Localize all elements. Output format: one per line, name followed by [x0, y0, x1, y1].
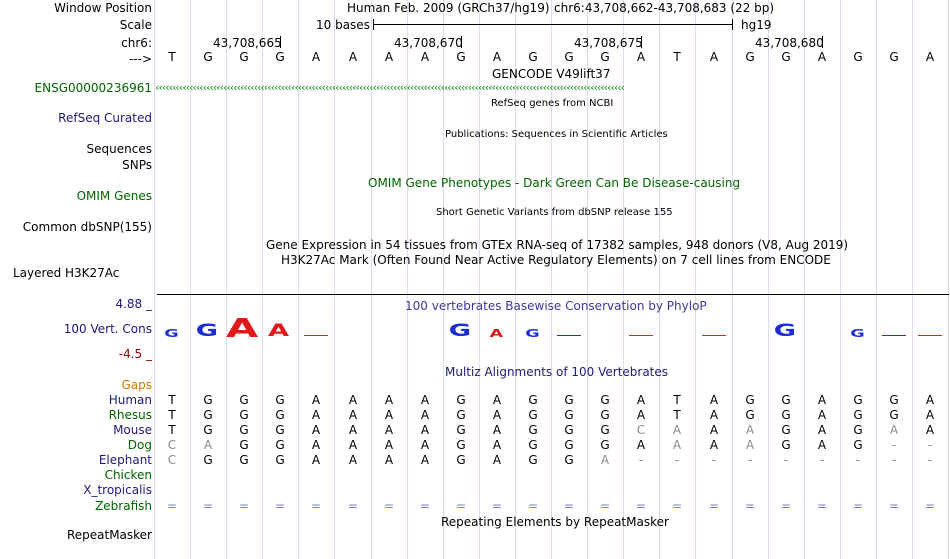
- reference-base: A: [636, 50, 646, 64]
- aligned-base: G: [456, 453, 466, 467]
- aligned-base: A: [817, 393, 827, 407]
- aligned-base: G: [853, 423, 863, 437]
- aligned-base: A: [817, 408, 827, 422]
- aligned-base: A: [492, 438, 502, 452]
- conservation-track-title: 100 vertebrates Basewise Conservation by PhyloP: [405, 299, 707, 313]
- refseq-track-title: RefSeq genes from NCBI: [491, 98, 614, 109]
- conservation-dash: [918, 335, 942, 336]
- aligned-base: =: [202, 499, 214, 513]
- omim-track-title: OMIM Gene Phenotypes - Dark Green Can Be Disease-causing: [368, 176, 741, 190]
- conservation-logo-letter: G: [164, 327, 179, 341]
- aligned-base: A: [925, 423, 935, 437]
- aligned-base: G: [781, 393, 791, 407]
- aligned-base: -: [819, 453, 825, 467]
- aligned-base: =: [563, 499, 575, 513]
- aligned-base: G: [203, 408, 213, 422]
- aligned-base: A: [925, 393, 935, 407]
- dbsnp-track-title: Short Genetic Variants from dbSNP release 155: [436, 207, 673, 218]
- reference-base: T: [168, 50, 176, 64]
- aligned-base: A: [709, 438, 719, 452]
- aligned-base: A: [348, 423, 358, 437]
- h3k27ac-track-label[interactable]: Layered H3K27Ac: [13, 266, 120, 280]
- aligned-base: =: [816, 499, 828, 513]
- aligned-base: G: [889, 408, 899, 422]
- aligned-base: G: [600, 408, 610, 422]
- reference-base: G: [889, 50, 899, 64]
- aligned-base: =: [527, 499, 539, 513]
- conservation-logo-letter: G: [525, 327, 540, 341]
- conservation-dash: [882, 335, 906, 336]
- aligned-base: -: [927, 453, 933, 467]
- aligned-base: G: [564, 453, 574, 467]
- aligned-base: A: [492, 408, 502, 422]
- ruler-coordinate: 43,708,675: [574, 36, 643, 50]
- aligned-base: =: [635, 499, 647, 513]
- species-label-elephant: Elephant: [98, 453, 152, 467]
- conservation-logo-letter: A: [489, 327, 504, 341]
- aligned-base: A: [492, 423, 502, 437]
- aligned-base: T: [168, 408, 176, 422]
- aligned-base: G: [203, 453, 213, 467]
- aligned-base: A: [636, 393, 646, 407]
- window-position-label: Window Position: [54, 1, 152, 15]
- conservation-logo-letter: G: [850, 327, 865, 341]
- reference-base: G: [600, 50, 610, 64]
- gencode-track-title: GENCODE V49lift37: [492, 67, 611, 81]
- publications-track-title: Publications: Sequences in Scientific Articles: [445, 129, 668, 140]
- aligned-base: -: [927, 438, 933, 452]
- aligned-base: A: [384, 393, 394, 407]
- chrom-label: chr6:: [121, 36, 152, 50]
- aligned-base: G: [239, 438, 249, 452]
- aligned-base: =: [708, 499, 720, 513]
- aligned-base: G: [528, 438, 538, 452]
- repeatmasker-track-label[interactable]: RepeatMasker: [66, 528, 152, 542]
- reference-base: G: [275, 50, 285, 64]
- aligned-base: =: [888, 499, 900, 513]
- conservation-max-label: 4.88 _: [115, 297, 152, 311]
- aligned-base: G: [239, 453, 249, 467]
- aligned-base: G: [239, 408, 249, 422]
- scale-label: Scale: [119, 18, 152, 32]
- aligned-base: A: [420, 408, 430, 422]
- conservation-dash: [702, 335, 726, 336]
- aligned-base: =: [852, 499, 864, 513]
- aligned-base: A: [889, 423, 899, 437]
- aligned-base: G: [564, 408, 574, 422]
- conservation-logo-letter: G: [774, 321, 797, 342]
- species-label-chicken: Chicken: [104, 468, 152, 482]
- species-label-human: Human: [108, 393, 152, 407]
- aligned-base: A: [600, 453, 610, 467]
- aligned-base: -: [783, 453, 789, 467]
- aligned-base: A: [311, 423, 321, 437]
- aligned-base: A: [420, 423, 430, 437]
- conservation-track-label[interactable]: 100 Vert. Cons: [63, 322, 152, 336]
- aligned-base: =: [780, 499, 792, 513]
- aligned-base: A: [348, 393, 358, 407]
- aligned-base: =: [274, 499, 286, 513]
- aligned-base: A: [311, 408, 321, 422]
- conservation-dash: [304, 335, 328, 336]
- aligned-base: G: [745, 408, 755, 422]
- aligned-base: G: [889, 393, 899, 407]
- conservation-logo-letter: G: [449, 321, 472, 342]
- aligned-base: =: [744, 499, 756, 513]
- aligned-base: C: [636, 423, 646, 437]
- conservation-dash: [557, 335, 581, 336]
- aligned-base: G: [456, 438, 466, 452]
- aligned-base: A: [672, 423, 682, 437]
- species-label-zebrafish: Zebrafish: [95, 499, 152, 513]
- aligned-base: A: [709, 408, 719, 422]
- aligned-base: G: [456, 423, 466, 437]
- aligned-base: T: [673, 408, 681, 422]
- reference-base: G: [456, 50, 466, 64]
- aligned-base: T: [673, 393, 681, 407]
- aligned-base: A: [311, 393, 321, 407]
- ruler-coordinate: 43,708,665: [213, 36, 282, 50]
- aligned-base: G: [275, 423, 285, 437]
- aligned-base: A: [672, 438, 682, 452]
- omim-track-label[interactable]: OMIM Genes: [76, 189, 152, 203]
- gencode-gene-strand-glyph[interactable]: ‹‹‹‹‹‹‹‹‹‹‹‹‹‹‹‹‹‹‹‹‹‹‹‹‹‹‹‹‹‹‹‹‹‹‹‹‹‹‹‹‹‹‹‹‹‹‹‹‹‹‹‹‹‹‹‹‹‹‹‹‹‹‹‹‹‹‹‹‹‹‹‹‹‹‹‹‹‹‹‹‹‹‹‹‹‹‹‹‹‹‹‹‹‹‹‹‹‹‹‹‹‹‹‹‹‹‹‹‹‹‹‹‹‹‹‹‹‹‹‹‹‹‹‹‹‹‹‹‹‹‹‹‹‹‹‹‹‹: [155, 81, 625, 94]
- aligned-base: G: [528, 453, 538, 467]
- aligned-base: A: [709, 393, 719, 407]
- aligned-base: =: [310, 499, 322, 513]
- aligned-base: A: [745, 438, 755, 452]
- aligned-base: A: [203, 438, 213, 452]
- aligned-base: A: [492, 393, 502, 407]
- aligned-base: G: [853, 408, 863, 422]
- aligned-base: G: [203, 423, 213, 437]
- aligned-base: A: [709, 423, 719, 437]
- aligned-base: G: [239, 393, 249, 407]
- aligned-base: -: [747, 453, 753, 467]
- aligned-base: A: [420, 453, 430, 467]
- aligned-base: A: [348, 453, 358, 467]
- aligned-base: G: [275, 453, 285, 467]
- aligned-base: =: [419, 499, 431, 513]
- aligned-base: G: [239, 423, 249, 437]
- aligned-base: G: [456, 408, 466, 422]
- aligned-base: C: [167, 438, 177, 452]
- aligned-base: G: [528, 408, 538, 422]
- species-label-x_tropicalis: X_tropicalis: [83, 483, 152, 497]
- scale-bar-text: 10 bases: [316, 18, 370, 32]
- reference-base: A: [311, 50, 321, 64]
- scale-bar-right-cap: [732, 19, 733, 30]
- aligned-base: G: [745, 393, 755, 407]
- aligned-base: A: [384, 453, 394, 467]
- aligned-base: -: [855, 453, 861, 467]
- aligned-base: G: [564, 423, 574, 437]
- aligned-base: G: [203, 393, 213, 407]
- aligned-base: A: [636, 408, 646, 422]
- aligned-base: -: [711, 453, 717, 467]
- aligned-base: G: [275, 408, 285, 422]
- aligned-base: A: [636, 438, 646, 452]
- aligned-base: G: [456, 393, 466, 407]
- aligned-base: G: [275, 393, 285, 407]
- reference-base: A: [384, 50, 394, 64]
- reference-base: A: [420, 50, 430, 64]
- aligned-base: G: [564, 438, 574, 452]
- aligned-base: A: [384, 423, 394, 437]
- aligned-base: G: [564, 393, 574, 407]
- aligned-base: A: [492, 453, 502, 467]
- track-label-panel: [0, 0, 154, 559]
- aligned-base: A: [384, 408, 394, 422]
- reference-base: G: [745, 50, 755, 64]
- h3k27ac-track-title: H3K27Ac Mark (Often Found Near Active Regulatory Elements) on 7 cell lines from ENCODE: [281, 253, 831, 267]
- aligned-base: G: [528, 423, 538, 437]
- conservation-min-label: -4.5 _: [118, 347, 152, 361]
- reference-base: A: [492, 50, 502, 64]
- aligned-base: C: [167, 453, 177, 467]
- multiz-track-title: Multiz Alignments of 100 Vertebrates: [445, 365, 669, 379]
- sequences-track-label[interactable]: Sequences: [86, 142, 152, 156]
- aligned-base: A: [817, 423, 827, 437]
- dbsnp-track-label[interactable]: Common dbSNP(155): [22, 220, 152, 234]
- aligned-base: =: [455, 499, 467, 513]
- aligned-base: A: [817, 438, 827, 452]
- reference-base: G: [853, 50, 863, 64]
- ruler-coordinate: 43,708,670: [394, 36, 463, 50]
- aligned-base: =: [383, 499, 395, 513]
- species-label-mouse: Mouse: [113, 423, 152, 437]
- aligned-base: =: [238, 499, 250, 513]
- aligned-base: T: [168, 393, 176, 407]
- reference-base: T: [673, 50, 681, 64]
- aligned-base: -: [891, 438, 897, 452]
- scale-bar-left-cap: [373, 19, 374, 30]
- aligned-base: =: [166, 499, 178, 513]
- aligned-base: =: [924, 499, 936, 513]
- aligned-base: =: [599, 499, 611, 513]
- aligned-base: A: [925, 408, 935, 422]
- aligned-base: A: [420, 438, 430, 452]
- reference-base: G: [781, 50, 791, 64]
- aligned-base: G: [781, 438, 791, 452]
- aligned-base: G: [600, 393, 610, 407]
- aligned-base: G: [853, 393, 863, 407]
- reference-base: G: [239, 50, 249, 64]
- aligned-base: A: [745, 423, 755, 437]
- aligned-base: A: [348, 438, 358, 452]
- aligned-base: G: [275, 438, 285, 452]
- aligned-base: G: [781, 423, 791, 437]
- reference-base: A: [709, 50, 719, 64]
- gtex-track-title: Gene Expression in 54 tissues from GTEx RNA-seq of 17382 samples, 948 donors (V8, Aug 2019): [266, 238, 849, 252]
- scale-db-label: hg19: [741, 18, 772, 32]
- aligned-base: A: [311, 438, 321, 452]
- strand-arrow-label: --->: [128, 52, 152, 66]
- aligned-base: -: [674, 453, 680, 467]
- gencode-gene-label[interactable]: ENSG00000236961: [34, 81, 152, 95]
- aligned-base: G: [528, 393, 538, 407]
- conservation-logo-letter: A: [226, 314, 259, 345]
- aligned-base: G: [600, 423, 610, 437]
- position-title: chr6:43,708,662-43,708,683 (22 bp): [554, 1, 775, 15]
- h3k27ac-baseline: [157, 294, 949, 295]
- ruler-coordinate: 43,708,680: [755, 36, 824, 50]
- aligned-base: =: [671, 499, 683, 513]
- aligned-base: A: [420, 393, 430, 407]
- repeatmasker-track-title: Repeating Elements by RepeatMasker: [441, 515, 669, 529]
- gaps-label: Gaps: [121, 378, 152, 392]
- aligned-base: -: [891, 453, 897, 467]
- scale-bar: [373, 24, 733, 25]
- refseq-track-label[interactable]: RefSeq Curated: [58, 111, 152, 125]
- assembly-title: Human Feb. 2009 (GRCh37/hg19): [347, 1, 550, 15]
- conservation-logo-letter: A: [268, 321, 290, 342]
- reference-base: A: [817, 50, 827, 64]
- aligned-base: A: [384, 438, 394, 452]
- aligned-base: =: [491, 499, 503, 513]
- species-label-rhesus: Rhesus: [108, 408, 152, 422]
- track-image-area[interactable]: [155, 0, 950, 559]
- reference-base: A: [348, 50, 358, 64]
- aligned-base: =: [347, 499, 359, 513]
- aligned-base: T: [168, 423, 176, 437]
- aligned-base: G: [781, 408, 791, 422]
- aligned-base: G: [600, 438, 610, 452]
- snps-track-label[interactable]: SNPs: [122, 158, 152, 172]
- aligned-base: A: [311, 453, 321, 467]
- reference-base: G: [564, 50, 574, 64]
- reference-base: A: [925, 50, 935, 64]
- reference-base: G: [528, 50, 538, 64]
- reference-base: G: [203, 50, 213, 64]
- aligned-base: -: [638, 453, 644, 467]
- aligned-base: A: [348, 408, 358, 422]
- conservation-logo-letter: G: [196, 321, 219, 342]
- aligned-base: G: [853, 438, 863, 452]
- species-label-dog: Dog: [127, 438, 152, 452]
- conservation-dash: [629, 335, 653, 336]
